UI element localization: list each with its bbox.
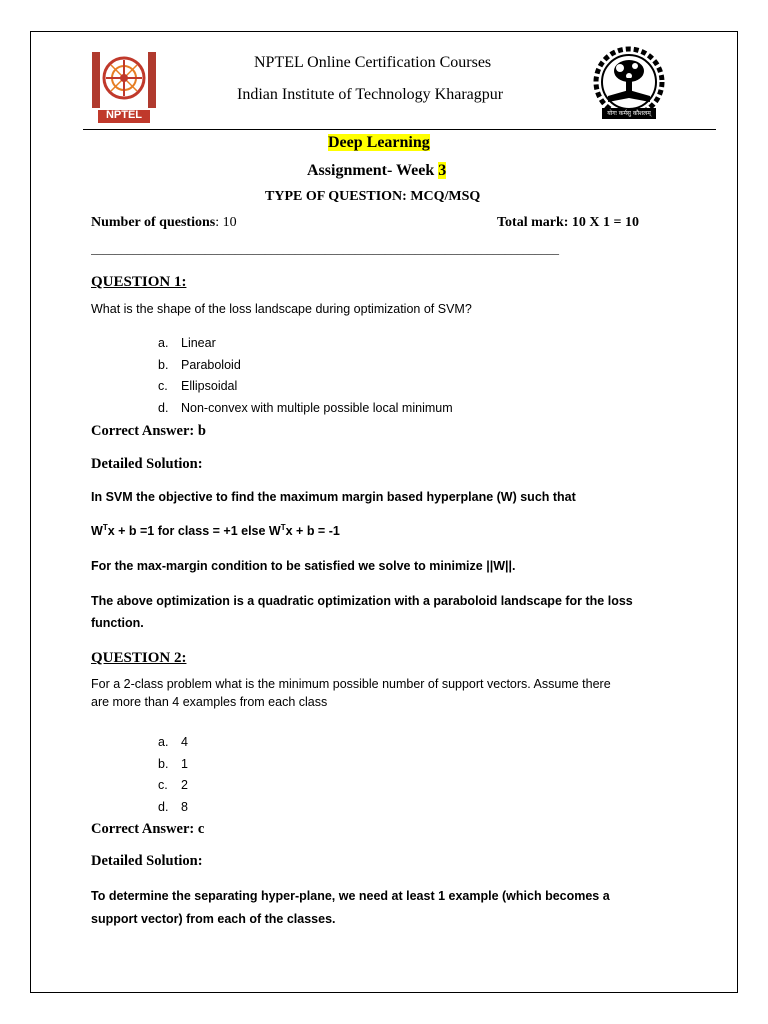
option-text: 4 [181,735,188,749]
option-text: Non-convex with multiple possible local minimum [181,401,453,415]
question-type: TYPE OF QUESTION: MCQ/MSQ [265,189,481,204]
option-letter: a. [158,735,169,749]
option-letter: a. [158,336,169,350]
option-text: Ellipsoidal [181,379,238,393]
q2-option-a [158,735,188,749]
option-letter: b. [158,757,169,771]
option-letter: c. [158,778,168,792]
q2-solution-line-2: support vector) from each of the classes. [91,912,336,926]
q2-correct-answer: Correct Answer: c [91,821,205,837]
header-line-2: Indian Institute of Technology Kharagpur [237,86,504,103]
q1-option-c [158,379,237,393]
option-text: Linear [181,336,216,350]
separator-line: ______________________________________________________________________________ [91,242,559,256]
q1-option-d [158,401,453,415]
header-rule [83,129,716,130]
option-letter: c. [158,379,168,393]
q1-option-a [158,336,216,350]
q1-solution-line-1: In SVM the objective to find the maximum margin based hyperplane (W) such that [91,490,576,504]
iit-logo-caption: योगः कर्मसु कौशलम् [607,110,651,117]
q2-option-d [158,800,188,814]
question-1-heading: QUESTION 1: [91,274,187,290]
num-questions-label: Number of questions [91,215,216,230]
nptel-logo-text: NPTEL [105,109,143,121]
q1-correct-answer: Correct Answer: b [91,423,206,439]
option-text: 2 [181,778,188,792]
q2-option-b [158,757,188,771]
sol-w1: W [91,524,103,538]
option-letter: b. [158,358,169,372]
sol-sup1: T [102,522,108,532]
q1-solution-line-3: For the max-margin condition to be satisfied we solve to minimize ||W||. [91,559,516,573]
number-of-questions [91,215,237,231]
q1-solution-line-2 [91,524,340,538]
q1-option-b [158,358,241,372]
q1-solution-label: Detailed Solution: [91,456,203,472]
option-letter: d. [158,800,169,814]
question-2-heading: QUESTION 2: [91,650,187,666]
question-2-text-line-1: For a 2-class problem what is the minimum possible number of support vectors. Assume there [91,677,611,691]
sol-mid: x + b =1 for class = +1 else W [107,524,281,538]
assignment-week: 3 [438,162,447,179]
assignment-prefix: Assignment- Week [307,162,435,179]
q1-solution-line-5: function. [91,616,144,630]
q2-solution-label: Detailed Solution: [91,853,203,869]
option-letter: d. [158,401,169,415]
course-title [328,134,430,152]
sol-sup2: T [280,522,286,532]
iit-kharagpur-logo [590,44,668,124]
nptel-logo [90,50,158,124]
question-1-text: What is the shape of the loss landscape during optimization of SVM? [91,302,472,316]
q2-solution-line-1: To determine the separating hyper-plane, we need at least 1 example (which becomes a [91,889,610,903]
option-text: 1 [181,757,188,771]
q2-option-c [158,778,188,792]
course-title-text: Deep Learning [328,134,430,151]
num-questions-value: : 10 [215,215,237,230]
header-line-1: NPTEL Online Certification Courses [254,54,492,71]
total-mark: Total mark: 10 X 1 = 10 [497,215,640,230]
sol-end: x + b = -1 [285,524,340,538]
option-text: Paraboloid [181,358,241,372]
assignment-title [307,162,446,180]
q1-solution-line-4: The above optimization is a quadratic optimization with a paraboloid landscape for the loss [91,594,633,608]
question-2-text-line-2: are more than 4 examples from each class [91,695,328,709]
option-text: 8 [181,800,188,814]
